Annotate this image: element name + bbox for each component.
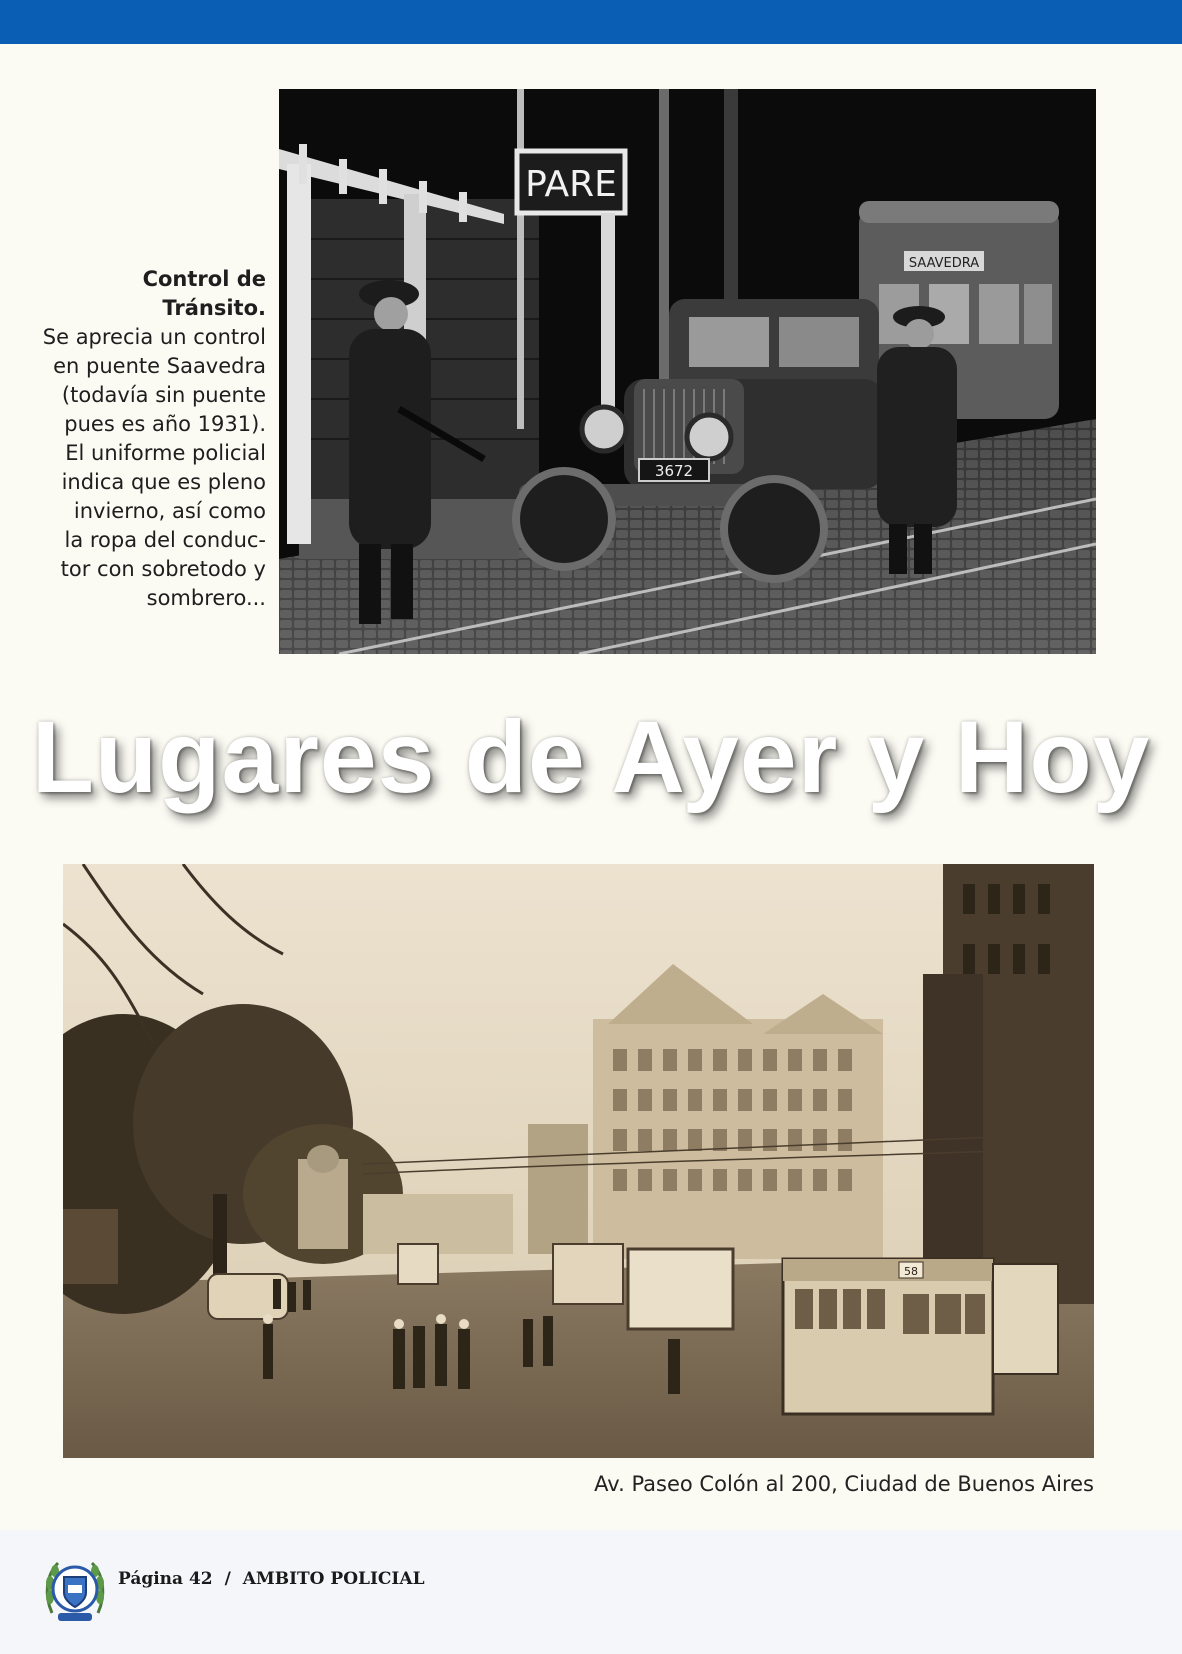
footer-separator: / bbox=[224, 1569, 231, 1589]
caption-line: sombrero... bbox=[146, 586, 266, 610]
footer-text bbox=[118, 1569, 425, 1589]
caption-line: invierno, así como bbox=[73, 499, 266, 523]
page-headline: Lugares de Ayer y Hoy bbox=[31, 700, 1151, 814]
caption-line: la ropa del conduc- bbox=[64, 528, 266, 552]
caption-line: tor con sobretodo y bbox=[60, 557, 266, 581]
footer bbox=[0, 1530, 1182, 1654]
caption-title: Control de Tránsito. bbox=[142, 267, 266, 320]
caption-line: Se aprecia un control bbox=[42, 325, 266, 349]
paseo-colon-photo bbox=[63, 864, 1094, 1458]
caption-line: (todavía sin puente bbox=[61, 383, 266, 407]
header-bar bbox=[0, 0, 1182, 44]
photo-caption-bottom: Av. Paseo Colón al 200, Ciudad de Buenos Aires bbox=[594, 1472, 1094, 1496]
caption-line: pues es año 1931). bbox=[64, 412, 266, 436]
photo-caption-top bbox=[40, 265, 266, 613]
tram-destination: SAAVEDRA bbox=[908, 256, 980, 271]
caption-line: El uniforme policial bbox=[65, 441, 266, 465]
caption-line: indica que es pleno bbox=[61, 470, 266, 494]
traffic-control-photo bbox=[279, 89, 1096, 654]
police-emblem-icon bbox=[44, 1555, 106, 1625]
caption-line: en puente Saavedra bbox=[53, 354, 266, 378]
license-plate: 3672 bbox=[654, 462, 694, 480]
page-number: Página 42 bbox=[118, 1569, 213, 1589]
tram-route-number: 58 bbox=[904, 1265, 918, 1278]
stop-sign-text: PARE bbox=[525, 164, 617, 205]
publication-name: AMBITO POLICIAL bbox=[242, 1569, 425, 1589]
